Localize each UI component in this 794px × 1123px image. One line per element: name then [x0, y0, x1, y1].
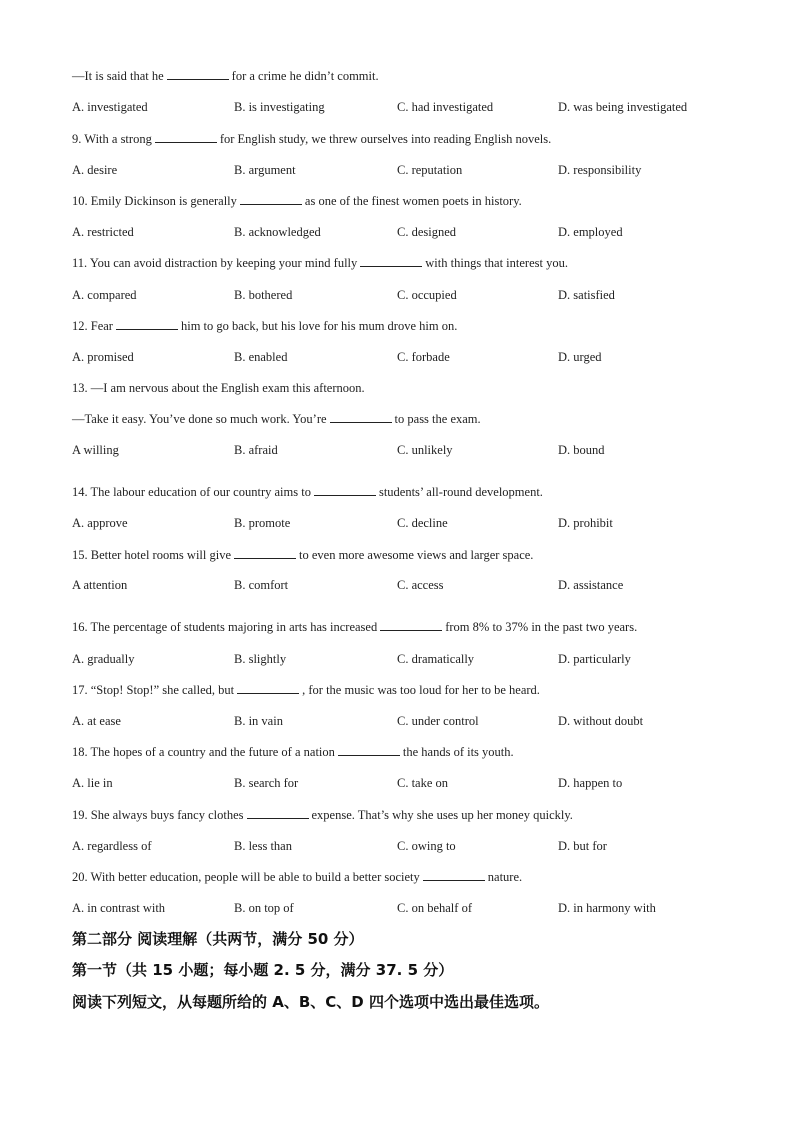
question-13-options — [72, 442, 752, 458]
question-10-options — [72, 224, 752, 240]
option-d: D. bound — [558, 443, 605, 457]
question-12-stem: 12. Fear him to go back, but his love for his mum drove him on. — [72, 319, 458, 333]
option-b: B. acknowledged — [234, 225, 321, 239]
question-18-stem: 18. The hopes of a country and the future of a nation the hands of its youth. — [72, 745, 514, 759]
option-b: B. enabled — [234, 350, 288, 364]
option-d: D. particularly — [558, 652, 631, 666]
option-c: C. reputation — [397, 163, 463, 177]
option-a: A. gradually — [72, 652, 135, 666]
option-a: A. restricted — [72, 225, 134, 239]
answer-blank — [234, 547, 296, 559]
question-10-stem: 10. Emily Dickinson is generally as one of the finest women poets in history. — [72, 194, 522, 208]
question-15-options — [72, 577, 752, 593]
section-instruction: 阅读下列短文，从每题所给的 A、B、C、D 四个选项中选出最佳选项。 — [72, 993, 549, 1011]
question-11-options — [72, 287, 752, 303]
answer-blank — [423, 869, 485, 881]
option-a: A. approve — [72, 516, 128, 530]
option-d: D. employed — [558, 225, 623, 239]
answer-blank — [116, 318, 178, 330]
option-b: B. is investigating — [234, 100, 325, 114]
option-b: B. afraid — [234, 443, 278, 457]
option-a: A. investigated — [72, 100, 148, 114]
option-b: B. bothered — [234, 288, 293, 302]
option-c: C. designed — [397, 225, 457, 239]
question-15-stem: 15. Better hotel rooms will give to even more awesome views and larger space. — [72, 548, 534, 562]
section-sub-title: 第一节（共 15 小题；每小题 2. 5 分，满分 37. 5 分） — [72, 961, 454, 979]
question-19-options — [72, 838, 752, 854]
option-a: A. in contrast with — [72, 901, 166, 915]
question-16-options — [72, 651, 752, 667]
question-8-options — [72, 99, 752, 115]
option-b: B. comfort — [234, 578, 289, 592]
option-d: D. prohibit — [558, 516, 613, 530]
question-19-stem: 19. She always buys fancy clothes expense. That’s why she uses up her money quickly. — [72, 808, 573, 822]
option-c: C. on behalf of — [397, 901, 472, 915]
option-c: C. occupied — [397, 288, 457, 302]
option-c: C. owing to — [397, 839, 456, 853]
option-a: A. compared — [72, 288, 137, 302]
option-c: C. had investigated — [397, 100, 494, 114]
option-c: C. dramatically — [397, 652, 475, 666]
answer-blank — [380, 619, 442, 631]
answer-blank — [314, 484, 376, 496]
answer-blank — [155, 131, 217, 143]
question-13-dialogue-line: 13. —I am nervous about the English exam this afternoon. — [72, 381, 365, 395]
option-a: A. lie in — [72, 776, 113, 790]
option-b: B. search for — [234, 776, 299, 790]
option-d: D. assistance — [558, 578, 624, 592]
answer-blank — [167, 68, 229, 80]
answer-blank — [240, 193, 302, 205]
answer-blank — [237, 682, 299, 694]
question-9-stem: 9. With a strong for English study, we threw ourselves into reading English novels. — [72, 132, 552, 146]
option-d: D. in harmony with — [558, 901, 656, 915]
answer-blank — [247, 807, 309, 819]
option-c: C. decline — [397, 516, 448, 530]
option-b: B. promote — [234, 516, 291, 530]
option-c: C. under control — [397, 714, 479, 728]
option-b: B. slightly — [234, 652, 287, 666]
question-14-options — [72, 515, 752, 531]
answer-blank — [330, 411, 392, 423]
option-d: D. without doubt — [558, 714, 644, 728]
question-13-stem: —Take it easy. You’ve done so much work. You’re to pass the exam. — [72, 412, 481, 426]
option-a: A. regardless of — [72, 839, 152, 853]
option-b: B. on top of — [234, 901, 294, 915]
question-8-stem: —It is said that he for a crime he didn’t commit. — [72, 69, 379, 83]
question-14-stem: 14. The labour education of our country aims to students’ all-round development. — [72, 485, 543, 499]
option-b: B. argument — [234, 163, 296, 177]
option-a: A. promised — [72, 350, 134, 364]
question-17-options — [72, 713, 752, 729]
question-17-stem: 17. “Stop! Stop!” she called, but , for the music was too loud for her to be heard. — [72, 683, 540, 697]
option-a: A willing — [72, 443, 119, 457]
question-20-options — [72, 900, 752, 916]
question-18-options — [72, 775, 752, 791]
option-a: A. desire — [72, 163, 118, 177]
option-b: B. in vain — [234, 714, 283, 728]
question-11-stem: 11. You can avoid distraction by keeping your mind fully with things that interest you. — [72, 256, 568, 270]
option-a: A attention — [72, 578, 128, 592]
option-c: C. forbade — [397, 350, 450, 364]
question-12-options — [72, 349, 752, 365]
question-9-options — [72, 162, 752, 178]
option-d: D. responsibility — [558, 163, 642, 177]
option-d: D. urged — [558, 350, 602, 364]
option-b: B. less than — [234, 839, 292, 853]
option-d: D. was being investigated — [558, 100, 688, 114]
section-part-title: 第二部分 阅读理解（共两节，满分 50 分） — [72, 930, 364, 948]
option-c: C. access — [397, 578, 444, 592]
option-d: D. happen to — [558, 776, 623, 790]
answer-blank — [338, 744, 400, 756]
option-d: D. but for — [558, 839, 607, 853]
question-16-stem: 16. The percentage of students majoring in arts has increased from 8% to 37% in the past two years. — [72, 620, 638, 634]
option-c: C. unlikely — [397, 443, 453, 457]
answer-blank — [360, 255, 422, 267]
option-a: A. at ease — [72, 714, 121, 728]
option-c: C. take on — [397, 776, 449, 790]
option-d: D. satisfied — [558, 288, 615, 302]
question-20-stem: 20. With better education, people will be able to build a better society nature. — [72, 870, 523, 884]
